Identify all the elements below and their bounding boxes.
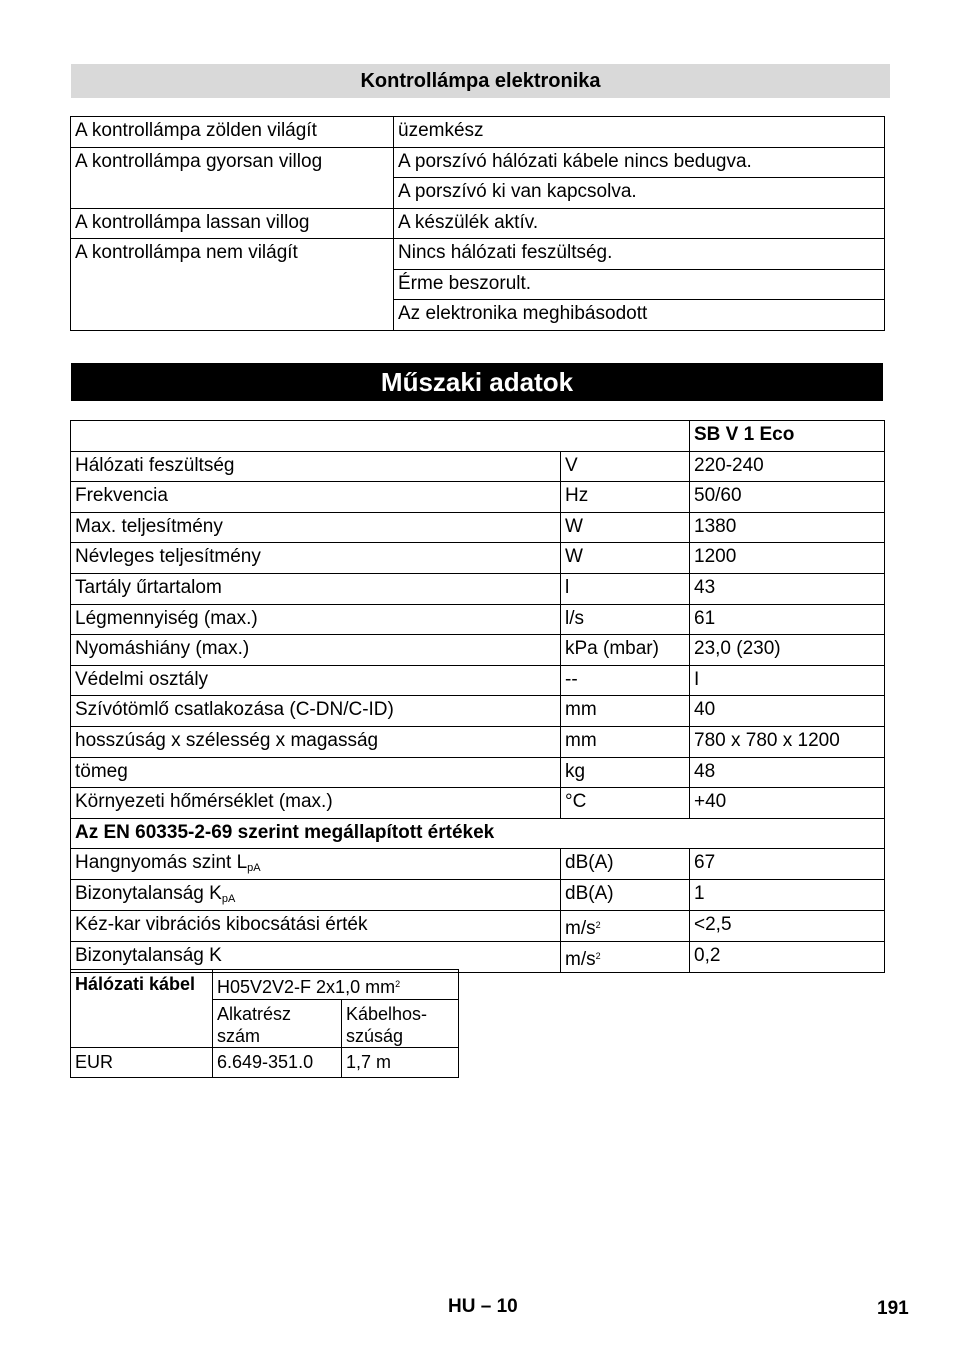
table-row [71, 451, 885, 482]
lamp-meaning: A készülék aktív. [394, 208, 885, 239]
table-row [71, 635, 885, 666]
table-row [71, 1048, 459, 1078]
spec-label: Frekvencia [71, 482, 561, 513]
section-title-control-lamp: Kontrollámpa elektronika [71, 64, 890, 98]
spec-unit: mm [561, 696, 690, 727]
section-title-technical-data: Műszaki adatok [71, 363, 883, 401]
spec-label [71, 849, 561, 880]
spec-unit: kPa (mbar) [561, 635, 690, 666]
cable-length-header: Kábelhos- szúság [342, 1000, 459, 1048]
lamp-meaning: A porszívó ki van kapcsolva. [394, 178, 885, 209]
cable-label: Hálózati kábel [71, 970, 213, 1048]
spec-value: 1 [690, 880, 885, 911]
spec-value: 23,0 (230) [690, 635, 885, 666]
spec-unit [561, 911, 690, 942]
spec-unit: V [561, 451, 690, 482]
spec-unit: l [561, 573, 690, 604]
spec-value: 1200 [690, 543, 885, 574]
table-row [71, 665, 885, 696]
table-row [71, 970, 459, 1000]
spec-value: 43 [690, 573, 885, 604]
table-row [71, 117, 885, 148]
table-row [71, 849, 885, 880]
spec-value: 780 x 780 x 1200 [690, 726, 885, 757]
spec-label [71, 880, 561, 911]
spec-label: Hálózati feszültség [71, 451, 561, 482]
cable-length: 1,7 m [342, 1048, 459, 1078]
spec-unit: kg [561, 757, 690, 788]
spec-label: tömeg [71, 757, 561, 788]
table-row [71, 757, 885, 788]
page-number: 191 [877, 1298, 909, 1319]
table-row [71, 208, 885, 239]
spec-unit: W [561, 512, 690, 543]
spec-label: Névleges teljesítmény [71, 543, 561, 574]
table-row [71, 696, 885, 727]
spec-label-text: Bizonytalanság K [75, 883, 222, 905]
spec-unit: -- [561, 665, 690, 696]
spec-value: 1380 [690, 512, 885, 543]
table-row [71, 147, 885, 178]
table-row [71, 941, 885, 972]
spec-unit: °C [561, 788, 690, 819]
table-row [71, 726, 885, 757]
spec-label-text: Hangnyomás szint L [75, 852, 248, 874]
spec-unit-text: m/s [565, 948, 596, 970]
lamp-state: A kontrollámpa zölden világít [71, 117, 394, 148]
spec-unit: mm [561, 726, 690, 757]
spec-label-subscript: pA [221, 893, 236, 906]
table-row [71, 573, 885, 604]
lamp-meaning: Érme beszorult. [394, 269, 885, 300]
power-cable-table [70, 969, 459, 1078]
part-number: 6.649-351.0 [213, 1048, 342, 1078]
model-name: SB V 1 Eco [690, 421, 885, 452]
spec-value: 40 [690, 696, 885, 727]
technical-data-table [70, 420, 885, 973]
table-row [71, 911, 885, 942]
spec-value: 0,2 [690, 941, 885, 972]
table-row [71, 482, 885, 513]
table-row [71, 818, 885, 849]
spec-value: 48 [690, 757, 885, 788]
spec-unit-superscript: 2 [595, 920, 601, 931]
lamp-meaning: Az elektronika meghibásodott [394, 300, 885, 331]
empty-header-cell [71, 421, 690, 452]
spec-label: Szívótömlő csatlakozása (C-DN/C-ID) [71, 696, 561, 727]
table-row [71, 604, 885, 635]
spec-label [71, 941, 561, 972]
spec-unit-text: dB(A) [565, 883, 614, 905]
spec-unit-superscript: 2 [595, 950, 601, 961]
spec-label: Védelmi osztály [71, 665, 561, 696]
table-row [71, 880, 885, 911]
cable-type: H05V2V2-F 2x1,0 $mm^2$ [213, 970, 459, 1000]
spec-value: I [690, 665, 885, 696]
table-row [71, 543, 885, 574]
lamp-state: A kontrollámpa nem világít [71, 239, 394, 331]
table-row [71, 512, 885, 543]
lamp-state: A kontrollámpa lassan villog [71, 208, 394, 239]
table-row [71, 421, 885, 452]
spec-label: Légmennyiség (max.) [71, 604, 561, 635]
spec-value: +40 [690, 788, 885, 819]
spec-unit: Hz [561, 482, 690, 513]
spec-unit [561, 880, 690, 911]
spec-label-text: Kéz-kar vibrációs kibocsátási érték [75, 914, 368, 936]
lamp-meaning: A porszívó hálózati kábele nincs bedugva. [394, 147, 885, 178]
spec-unit: W [561, 543, 690, 574]
en-standard-header: Az EN 60335-2-69 szerint megállapított értékek [71, 818, 885, 849]
spec-value: 220-240 [690, 451, 885, 482]
control-lamp-table [70, 116, 885, 331]
spec-label: Max. teljesítmény [71, 512, 561, 543]
lamp-state: A kontrollámpa gyorsan villog [71, 147, 394, 208]
spec-value: 50/60 [690, 482, 885, 513]
spec-label-subscript: pA [247, 862, 261, 875]
spec-value: 67 [690, 849, 885, 880]
spec-label: Nyomáshiány (max.) [71, 635, 561, 666]
spec-value: <2,5 [690, 911, 885, 942]
spec-unit [561, 941, 690, 972]
part-number-header: Alkatrész szám [213, 1000, 342, 1048]
spec-label: Tartály űrtartalom [71, 573, 561, 604]
lamp-meaning: üzemkész [394, 117, 885, 148]
lamp-meaning: Nincs hálózati feszültség. [394, 239, 885, 270]
spec-label: hosszúság x szélesség x magasság [71, 726, 561, 757]
spec-label [71, 911, 561, 942]
language-page-label: HU – 10 [448, 1296, 518, 1317]
spec-value: 61 [690, 604, 885, 635]
spec-unit: l/s [561, 604, 690, 635]
spec-unit [561, 849, 690, 880]
spec-label-text: Bizonytalanság K [75, 944, 222, 966]
spec-unit-text: m/s [565, 918, 596, 940]
table-row [71, 788, 885, 819]
spec-unit-text: dB(A) [565, 852, 614, 874]
table-row [71, 239, 885, 270]
region: EUR [71, 1048, 213, 1078]
spec-label: Környezeti hőmérséklet (max.) [71, 788, 561, 819]
